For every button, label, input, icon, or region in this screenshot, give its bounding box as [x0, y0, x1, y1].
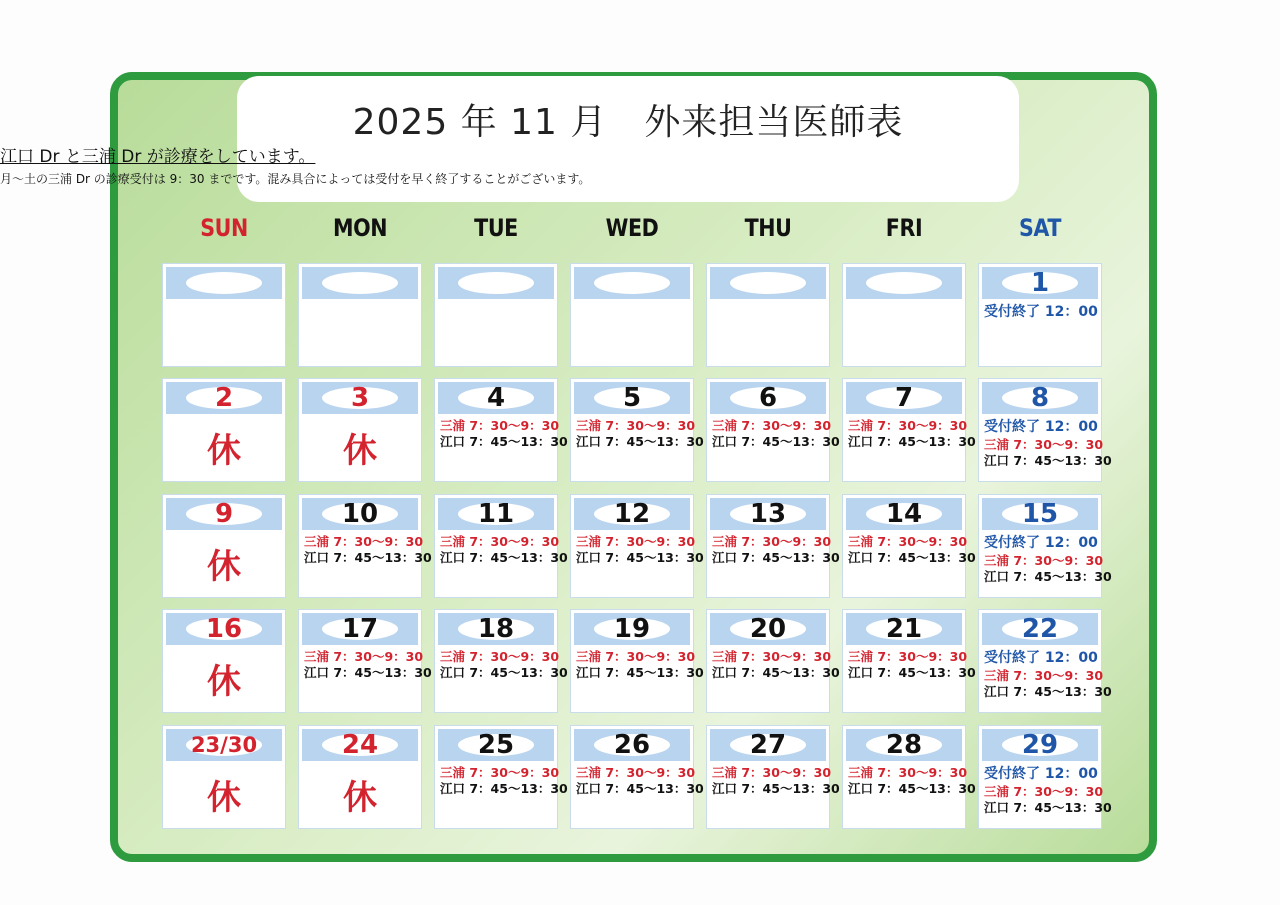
- miura-hours-line: 三浦 7：30～9：30: [576, 534, 696, 549]
- date-band: [574, 498, 690, 530]
- closed-label: 休: [207, 778, 241, 818]
- day-number: 9: [214, 499, 234, 529]
- day-cell-26: [570, 725, 704, 829]
- miura-hours-line: 三浦 7：30～9：30: [848, 649, 968, 664]
- empty-day-cell: [570, 263, 694, 367]
- closed-label: 休: [207, 662, 241, 702]
- date-band: [438, 613, 554, 645]
- date-band: [846, 498, 962, 530]
- eguchi-hours-line: 江口 7：45～13：30: [712, 781, 840, 796]
- day-cell-18: [434, 609, 568, 713]
- schedule-lines: [848, 418, 976, 450]
- day-number: 5: [622, 383, 642, 413]
- day-number: 17: [341, 614, 379, 644]
- eguchi-hours-line: 江口 7：45～13：30: [576, 550, 704, 565]
- day-cell-1: [978, 263, 1102, 367]
- date-band: [302, 729, 418, 761]
- day-cell-20: [706, 609, 840, 713]
- day-cell-5: [570, 378, 704, 482]
- day-number: 22: [1021, 614, 1059, 644]
- weekday-sat: SAT: [1018, 214, 1062, 242]
- eguchi-hours-line: 江口 7：45～13：30: [848, 781, 976, 796]
- day-number: 21: [885, 614, 923, 644]
- schedule-lines: [712, 534, 840, 566]
- empty-day-cell: [162, 263, 286, 367]
- eguchi-hours-line: 江口 7：45～13：30: [984, 569, 1112, 584]
- date-band: [982, 498, 1098, 530]
- date-band: [166, 382, 282, 414]
- eguchi-hours-line: 江口 7：45～13：30: [304, 550, 432, 565]
- eguchi-hours-line: 江口 7：45～13：30: [848, 550, 976, 565]
- weekday-wed: WED: [605, 214, 659, 242]
- schedule-lines: [712, 765, 840, 797]
- day-number: 2: [214, 383, 234, 413]
- weekday-mon: MON: [332, 214, 388, 242]
- empty-day-cell: [434, 263, 558, 367]
- eguchi-hours-line: 江口 7：45～13：30: [712, 550, 840, 565]
- schedule-lines: [576, 534, 704, 566]
- day-number: 19: [613, 614, 651, 644]
- eguchi-hours-line: 江口 7：45～13：30: [576, 434, 704, 449]
- date-band: [574, 382, 690, 414]
- miura-hours-line: 三浦 7：30～9：30: [984, 784, 1104, 799]
- date-band: [166, 267, 282, 299]
- day-number: 28: [885, 730, 923, 760]
- date-band: [438, 382, 554, 414]
- day-number: 27: [749, 730, 787, 760]
- day-number: 15: [1021, 499, 1059, 529]
- schedule-lines: [984, 649, 1112, 700]
- day-cell-23-30: [162, 725, 286, 829]
- eguchi-hours-line: 江口 7：45～13：30: [440, 665, 568, 680]
- reception-note: 月～土の三浦 Dr の診療受付は 9：30 までです。混み具合によっては受付を早く終了することがございます。: [0, 172, 591, 186]
- eguchi-hours-line: 江口 7：45～13：30: [984, 800, 1112, 815]
- eguchi-hours-line: 江口 7：45～13：30: [984, 453, 1112, 468]
- page-title: 2025 年 11 月 外来担当医師表: [352, 102, 904, 143]
- date-band: [982, 613, 1098, 645]
- day-number: 14: [885, 499, 923, 529]
- day-cell-19: [570, 609, 704, 713]
- day-cell-27: [706, 725, 840, 829]
- schedule-lines: [576, 649, 704, 681]
- eguchi-hours-line: 江口 7：45～13：30: [440, 781, 568, 796]
- schedule-lines: [848, 534, 976, 566]
- day-number: 8: [1030, 383, 1050, 413]
- day-cell-12: [570, 494, 704, 598]
- date-band: [438, 498, 554, 530]
- schedule-lines: [304, 649, 432, 681]
- day-number: 25: [477, 730, 515, 760]
- reception-end-line: 受付終了 12：00: [984, 304, 1098, 320]
- day-cell-22: [978, 609, 1112, 713]
- date-oval: [322, 272, 398, 294]
- day-number: 13: [749, 499, 787, 529]
- date-oval: [186, 272, 262, 294]
- eguchi-hours-line: 江口 7：45～13：30: [984, 684, 1112, 699]
- schedule-lines: [304, 534, 432, 566]
- eguchi-hours-line: 江口 7：45～13：30: [576, 781, 704, 796]
- day-number: 11: [477, 499, 515, 529]
- date-band: [982, 382, 1098, 414]
- date-band: [302, 382, 418, 414]
- miura-hours-line: 三浦 7：30～9：30: [712, 418, 832, 433]
- day-number: 16: [205, 614, 243, 644]
- miura-hours-line: 三浦 7：30～9：30: [304, 534, 424, 549]
- eguchi-hours-line: 江口 7：45～13：30: [440, 550, 568, 565]
- day-cell-15: [978, 494, 1112, 598]
- miura-hours-line: 三浦 7：30～9：30: [848, 765, 968, 780]
- schedule-lines: [984, 303, 1098, 322]
- day-number: 29: [1021, 730, 1059, 760]
- closed-label: 休: [207, 547, 241, 587]
- date-band: [166, 613, 282, 645]
- day-cell-16: [162, 609, 286, 713]
- date-band: [166, 498, 282, 530]
- schedule-lines: [440, 649, 568, 681]
- day-cell-6: [706, 378, 840, 482]
- date-band: [574, 613, 690, 645]
- schedule-lines: [984, 765, 1112, 816]
- weekday-sun: SUN: [200, 214, 248, 242]
- empty-day-cell: [842, 263, 966, 367]
- day-number: 24: [341, 730, 379, 760]
- date-band: [574, 267, 690, 299]
- date-band: [846, 382, 962, 414]
- reception-end-line: 受付終了 12：00: [984, 535, 1098, 551]
- date-band: [302, 267, 418, 299]
- miura-hours-line: 三浦 7：30～9：30: [712, 534, 832, 549]
- date-band: [982, 267, 1098, 299]
- day-cell-8: [978, 378, 1112, 482]
- day-cell-10: [298, 494, 432, 598]
- date-band: [710, 729, 826, 761]
- weekday-thu: THU: [744, 214, 792, 242]
- date-oval: [866, 272, 942, 294]
- miura-hours-line: 三浦 7：30～9：30: [576, 649, 696, 664]
- day-cell-25: [434, 725, 568, 829]
- day-cell-7: [842, 378, 976, 482]
- date-band: [846, 729, 962, 761]
- closed-label: 休: [207, 431, 241, 471]
- day-number: 12: [613, 499, 651, 529]
- miura-hours-line: 三浦 7：30～9：30: [848, 534, 968, 549]
- day-number: 7: [894, 383, 914, 413]
- eguchi-hours-line: 江口 7：45～13：30: [440, 434, 568, 449]
- eguchi-hours-line: 江口 7：45～13：30: [304, 665, 432, 680]
- day-cell-4: [434, 378, 568, 482]
- day-cell-21: [842, 609, 976, 713]
- day-cell-28: [842, 725, 976, 829]
- miura-hours-line: 三浦 7：30～9：30: [576, 418, 696, 433]
- closed-label: 休: [343, 778, 377, 818]
- day-number: 18: [477, 614, 515, 644]
- day-cell-14: [842, 494, 976, 598]
- miura-hours-line: 三浦 7：30～9：30: [440, 765, 560, 780]
- eguchi-hours-line: 江口 7：45～13：30: [576, 665, 704, 680]
- day-number: 10: [341, 499, 379, 529]
- eguchi-hours-line: 江口 7：45～13：30: [712, 434, 840, 449]
- miura-hours-line: 三浦 7：30～9：30: [576, 765, 696, 780]
- day-cell-24: [298, 725, 422, 829]
- schedule-lines: [576, 418, 704, 450]
- miura-hours-line: 三浦 7：30～9：30: [984, 437, 1104, 452]
- date-oval: [594, 272, 670, 294]
- schedule-lines: [440, 534, 568, 566]
- date-band: [710, 613, 826, 645]
- date-band: [438, 729, 554, 761]
- date-band: [574, 729, 690, 761]
- day-cell-2: [162, 378, 286, 482]
- date-band: [438, 267, 554, 299]
- day-number: 23/30: [190, 733, 258, 757]
- day-cell-3: [298, 378, 422, 482]
- day-cell-29: [978, 725, 1112, 829]
- subtitle: 江口 Dr と三浦 Dr が診療をしています。: [0, 147, 316, 167]
- day-number: 1: [1030, 268, 1050, 298]
- miura-hours-line: 三浦 7：30～9：30: [848, 418, 968, 433]
- day-cell-11: [434, 494, 568, 598]
- empty-day-cell: [298, 263, 422, 367]
- day-number: 26: [613, 730, 651, 760]
- schedule-lines: [712, 418, 840, 450]
- date-band: [302, 498, 418, 530]
- miura-hours-line: 三浦 7：30～9：30: [440, 649, 560, 664]
- date-band: [710, 267, 826, 299]
- date-band: [166, 729, 282, 761]
- day-number: 6: [758, 383, 778, 413]
- date-oval: [730, 272, 806, 294]
- miura-hours-line: 三浦 7：30～9：30: [712, 765, 832, 780]
- date-band: [846, 267, 962, 299]
- schedule-lines: [984, 418, 1112, 469]
- miura-hours-line: 三浦 7：30～9：30: [712, 649, 832, 664]
- day-cell-17: [298, 609, 432, 713]
- date-band: [846, 613, 962, 645]
- schedule-lines: [848, 649, 976, 681]
- date-oval: [458, 272, 534, 294]
- day-number: 4: [486, 383, 506, 413]
- day-cell-13: [706, 494, 840, 598]
- weekday-tue: TUE: [474, 214, 518, 242]
- eguchi-hours-line: 江口 7：45～13：30: [712, 665, 840, 680]
- reception-end-line: 受付終了 12：00: [984, 650, 1098, 666]
- day-number: 20: [749, 614, 787, 644]
- reception-end-line: 受付終了 12：00: [984, 766, 1098, 782]
- date-band: [982, 729, 1098, 761]
- eguchi-hours-line: 江口 7：45～13：30: [848, 665, 976, 680]
- schedule-lines: [712, 649, 840, 681]
- day-cell-9: [162, 494, 286, 598]
- day-number: 3: [350, 383, 370, 413]
- schedule-lines: [576, 765, 704, 797]
- date-band: [710, 382, 826, 414]
- schedule-lines: [440, 418, 568, 450]
- miura-hours-line: 三浦 7：30～9：30: [984, 553, 1104, 568]
- miura-hours-line: 三浦 7：30～9：30: [304, 649, 424, 664]
- schedule-lines: [440, 765, 568, 797]
- date-band: [710, 498, 826, 530]
- reception-end-line: 受付終了 12：00: [984, 419, 1098, 435]
- miura-hours-line: 三浦 7：30～9：30: [440, 418, 560, 433]
- schedule-lines: [984, 534, 1112, 585]
- miura-hours-line: 三浦 7：30～9：30: [440, 534, 560, 549]
- schedule-lines: [848, 765, 976, 797]
- date-band: [302, 613, 418, 645]
- closed-label: 休: [343, 431, 377, 471]
- empty-day-cell: [706, 263, 830, 367]
- miura-hours-line: 三浦 7：30～9：30: [984, 668, 1104, 683]
- weekday-fri: FRI: [885, 214, 923, 242]
- eguchi-hours-line: 江口 7：45～13：30: [848, 434, 976, 449]
